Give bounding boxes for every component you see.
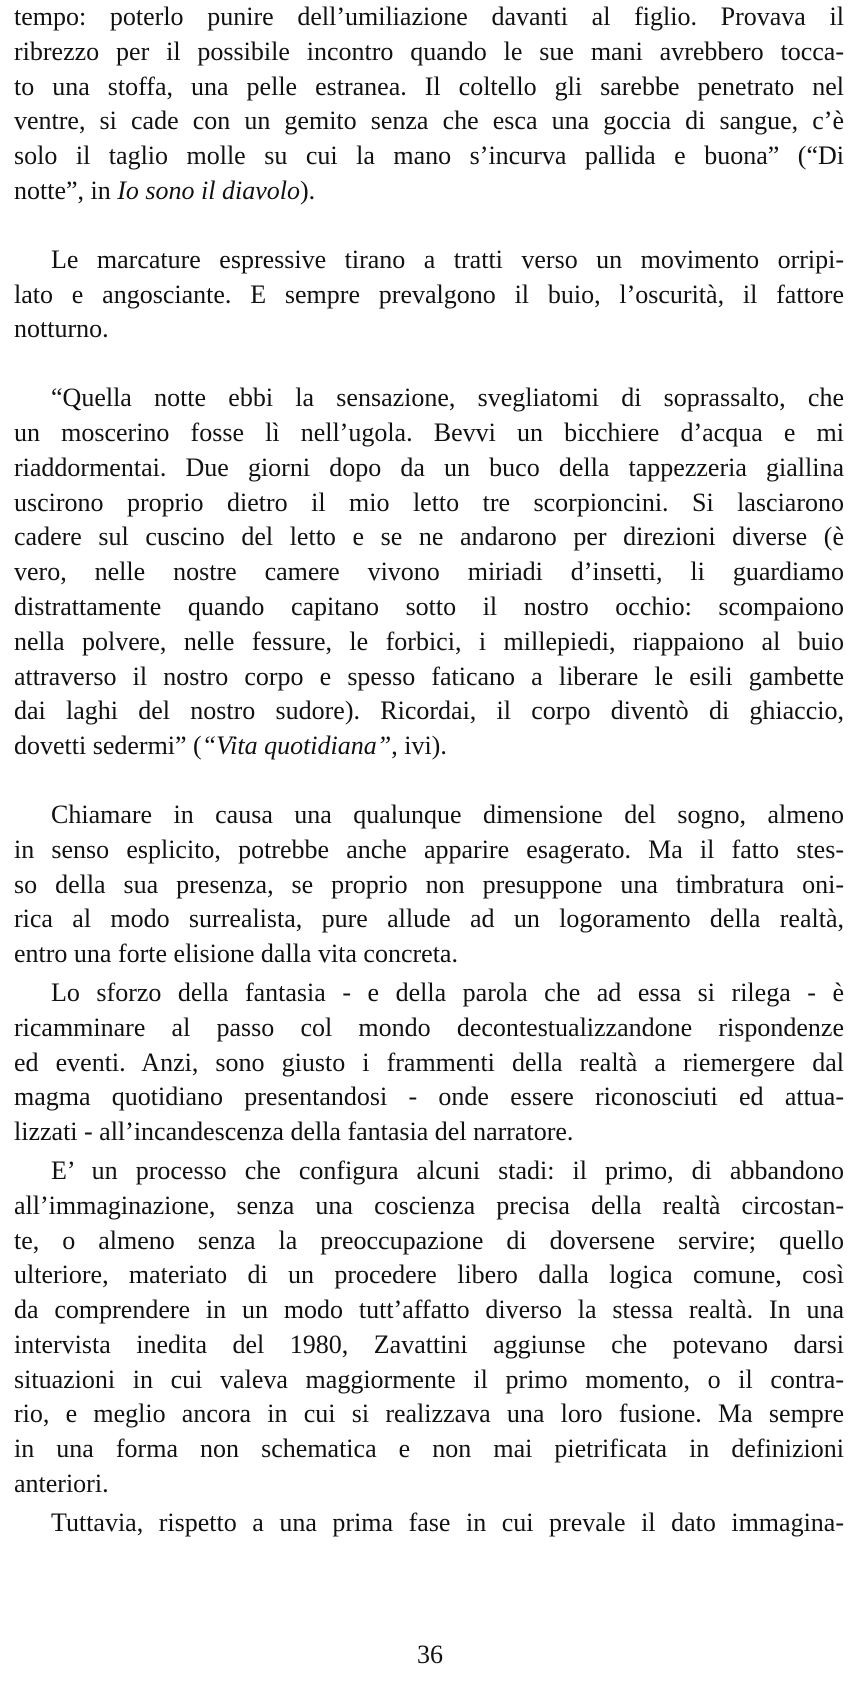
text-line: to una stoffa, una pelle estranea. Il coltello gli sarebbe penetrato nel bbox=[14, 71, 844, 101]
text-line: ricamminare al passo col mondo decontestualizzandone rispondenze bbox=[14, 1012, 844, 1042]
text-line: Tuttavia, rispetto a una prima fase in cui prevale il dato immagina- bbox=[51, 1507, 844, 1537]
text-line: uscirono proprio dietro il mio letto tre scorpioncini. Si lasciarono bbox=[14, 487, 844, 517]
paragraph-fantasy-effort bbox=[14, 976, 844, 1150]
text-line: situazioni in cui valeva maggiormente il primo momento, o il contra- bbox=[14, 1364, 844, 1394]
citation-suffix: ). bbox=[299, 175, 316, 205]
text-line: dai laghi del nostro sudore). Ricordai, il corpo diventò di ghiaccio, bbox=[14, 696, 844, 726]
text-line: un moscerino fosse lì nell’ugola. Bevvi un bicchiere d’acqua e mi bbox=[14, 417, 844, 447]
text-line: E’ un processo che configura alcuni stadi: il primo, di abbandono bbox=[51, 1155, 844, 1185]
text-line: attraverso il nostro corpo e spesso faticano a liberare le esili gambette bbox=[14, 661, 844, 691]
text-line bbox=[14, 174, 844, 209]
text-line: “Quella notte ebbi la sensazione, svegliatomi di soprassalto, che bbox=[51, 383, 844, 413]
text-line: te, o almeno senza la preoccupazione di doversene servire; quello bbox=[14, 1225, 844, 1255]
text-line: Lo sforzo della fantasia - e della parola che ad essa si rilega - è bbox=[51, 977, 844, 1007]
paragraph-quote-vita-quotidiana bbox=[14, 381, 844, 764]
text-line: lizzati - all’incandescenza della fantasia del narratore. bbox=[14, 1117, 574, 1147]
text-line: Le marcature espressive tirano a tratti verso un movimento orripi- bbox=[51, 244, 844, 274]
text-line: magma quotidiano presentandosi - onde essere riconosciuti ed attua- bbox=[14, 1082, 844, 1112]
page-number: 36 bbox=[417, 1640, 443, 1669]
text-line: nella polvere, nelle fessure, le forbici, i millepiedi, riappaiono al buio bbox=[14, 626, 844, 656]
text-line: all’immaginazione, senza una coscienza precisa della realtà circostan- bbox=[14, 1190, 844, 1220]
text-line: Chiamare in causa una qualunque dimensione del sogno, almeno bbox=[51, 799, 844, 829]
text-line: da comprendere in un modo tutt’affatto diverso la stessa realtà. In una bbox=[14, 1295, 844, 1325]
text-line bbox=[14, 729, 844, 764]
paragraph-markings bbox=[14, 243, 844, 347]
text-line: intervista inedita del 1980, Zavattini aggiunse che potevano darsi bbox=[14, 1329, 844, 1359]
paragraph-quote-continuation bbox=[14, 0, 844, 209]
text-line: in senso esplicito, potrebbe anche apparire esagerato. Ma il fatto stes- bbox=[14, 834, 844, 864]
text-line: vero, nelle nostre camere vivono miriadi d’insetti, li guardiamo bbox=[14, 557, 844, 587]
text-line: solo il taglio molle su cui la mano s’incurva pallida e buona” (“Di bbox=[14, 141, 844, 171]
paragraph-dream-dimension bbox=[14, 798, 844, 972]
paragraph-process-stages bbox=[14, 1154, 844, 1502]
citation-suffix: , ivi). bbox=[391, 731, 447, 761]
paragraph-however bbox=[14, 1506, 844, 1541]
text-line: in una forma non schematica e non mai pietrificata in definizioni bbox=[14, 1434, 844, 1464]
text-line: ventre, si cade con un gemito senza che esca una goccia di sangue, c’è bbox=[14, 106, 844, 136]
text-line: ed eventi. Anzi, sono giusto i frammenti della realtà a riemergere dal bbox=[14, 1047, 844, 1077]
citation-prefix: notte”, in bbox=[14, 175, 118, 205]
text-line: ribrezzo per il possibile incontro quando le sue mani avrebbero tocca- bbox=[14, 36, 844, 66]
text-line: cadere sul cuscino del letto e se ne andarono per direzioni diverse (è bbox=[14, 522, 844, 552]
text-line: ulteriore, materiato di un procedere libero dalla logica comune, così bbox=[14, 1260, 844, 1290]
text-line: notturno. bbox=[14, 314, 109, 344]
book-title: Io sono il diavolo bbox=[117, 175, 300, 205]
text-line: tempo: poterlo punire dell’umiliazione davanti al figlio. Provava il bbox=[14, 2, 844, 31]
text-line: rio, e meglio ancora in cui si realizzava una loro fusione. Ma sempre bbox=[14, 1399, 844, 1429]
text-line: distrattamente quando capitano sotto il nostro occhio: scompaiono bbox=[14, 591, 844, 621]
text-line: entro una forte elisione dalla vita concreta. bbox=[14, 939, 458, 969]
text-line: rica al modo surrealista, pure allude ad un logoramento della realtà, bbox=[14, 904, 844, 934]
page-body bbox=[14, 0, 844, 1541]
story-title: “Vita quotidiana” bbox=[201, 731, 392, 761]
text-line: riaddormentai. Due giorni dopo da un buco della tappezzeria giallina bbox=[14, 452, 844, 482]
text-line: anteriori. bbox=[14, 1469, 109, 1499]
text-line: lato e angosciante. E sempre prevalgono il buio, l’oscurità, il fattore bbox=[14, 279, 844, 309]
text-line: so della sua presenza, se proprio non presuppone una timbratura oni- bbox=[14, 869, 844, 899]
citation-prefix: dovetti sedermi” ( bbox=[14, 731, 202, 761]
